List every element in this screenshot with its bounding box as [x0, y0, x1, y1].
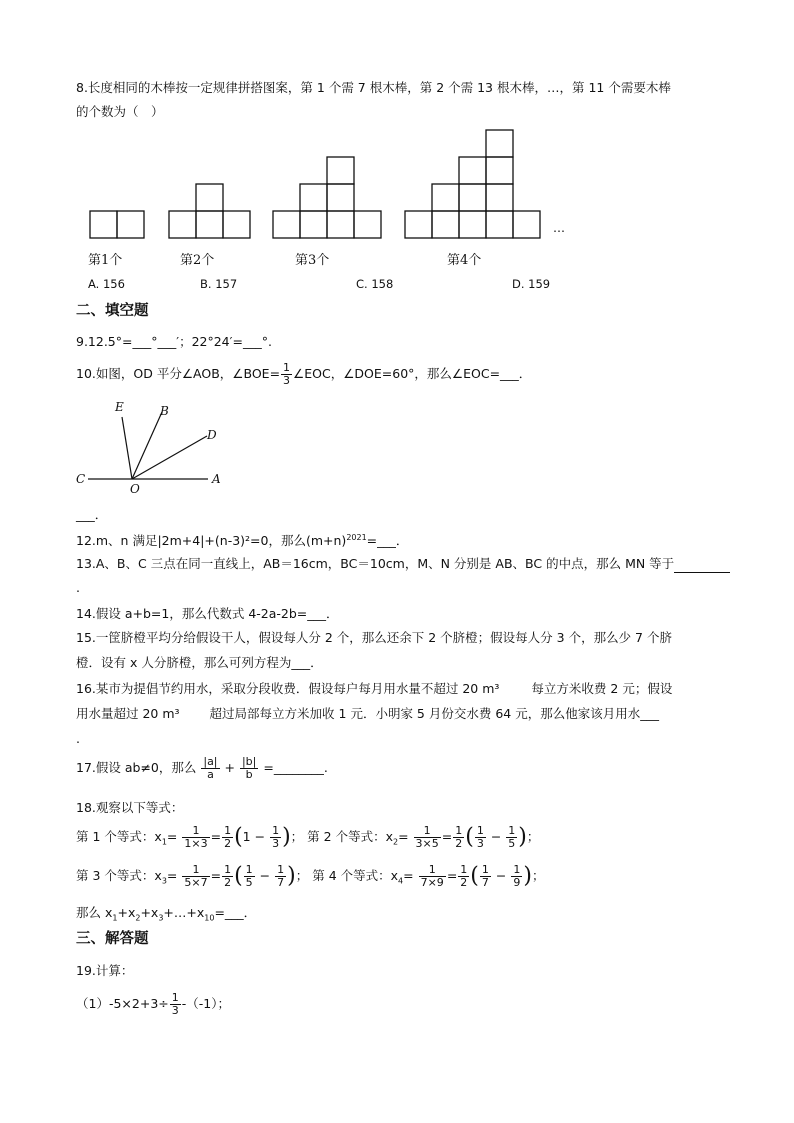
q8-caption-4: 第4个: [447, 253, 482, 268]
fig4-square: [486, 157, 513, 184]
q16-line2: 用水量超过 20 m³ 超过局部每立方米加收 1 元．小明家 5 月份交水费 64 元，那么他家该月用水___: [76, 706, 659, 721]
q16-line3: .: [76, 731, 80, 746]
fig4-square: [486, 184, 513, 211]
label-a: A: [212, 472, 221, 486]
label-d: D: [207, 428, 217, 442]
label-c: C: [76, 472, 86, 486]
q8-option-d: D. 159: [512, 277, 551, 291]
fig4-square: [486, 130, 513, 157]
label-b: B: [160, 404, 169, 418]
q8-caption-3: 第3个: [295, 253, 330, 268]
q18-intro: 18.观察以下等式：: [76, 800, 184, 815]
q15-line1: 15.一筐脐橙平均分给假设干人，假设每人分 2 个，那么还余下 2 个脐橙；假设每人分 3 个，那么少 7 个脐: [76, 630, 672, 645]
label-e: E: [115, 400, 124, 414]
q12: 12.m、n 满足|2m+4|+(n-3)²=0，那么$(m+n)^{2021}=\_\_\_$．: [76, 533, 409, 549]
fig4-square: [459, 211, 486, 238]
q15-line2: 橙．设有 x 人分脐橙，那么可列方程为___．: [76, 655, 323, 670]
q13-line1: 13.A、B、C 三点在同一直线上，AB＝16cm，BC＝10cm，M、N 分别是 AB、BC 的中点，那么 MN 等于: [76, 556, 730, 573]
q8-option-a: A. 156: [88, 277, 125, 291]
fig4-square: [432, 211, 459, 238]
fig3-square: [327, 211, 354, 238]
q10-angle-diagram: [70, 395, 240, 500]
fig4-square: [486, 211, 513, 238]
q17: 17.假设 ab≠0，那么 $\frac{|a|}{a}$ + $\frac{|b|}{b}$ =________.: [76, 755, 328, 781]
q19-intro: 19.计算：: [76, 963, 134, 978]
q8-option-c: C. 158: [356, 277, 394, 291]
section-solve-heading: 三、解答题: [76, 931, 149, 947]
q16-line1: 16.某市为提倡节约用水，采取分段收费．假设每户每月用水量不超过 20 m³ 每立方米收费 2 元；假设: [76, 681, 673, 696]
q18-row1: 第 1 个等式：$x_1=$ $\frac{1}{1\times 3}$ = $\frac{1}{2}$ (1 − $\frac{1}{3}$ )； 第 2 个等式：$x_2=$ $\frac{1}{3\times 5}$ = $\frac{1}{2}$ ( $\frac{1}{3}$ − $\frac{1}{5}$ )；: [76, 824, 540, 850]
fig3-square: [327, 157, 354, 184]
fig1-square: [117, 211, 144, 238]
label-o: O: [130, 482, 140, 496]
q18-row2: 第 3 个等式：$x_3=$ $\frac{1}{5\times 7}$ = $\frac{1}{2}$ ( $\frac{1}{5}$ − $\frac{1}{7}$ )； 第 4 个等式：$x_4=$ $\frac{1}{7\times 9}$ = $\frac{1}{2}$ ( $\frac{1}{7}$ − $\frac{1}{9}$ )；: [76, 863, 545, 889]
fig4-square: [432, 184, 459, 211]
q18-sum: 那么 $x_1+x_2+x_3+\dots+x_{10}=\_\_\_$．: [76, 905, 257, 923]
q8-caption-1: 第1个: [88, 253, 123, 268]
q8-line1: 8.长度相同的木棒按一定规律拼搭图案，第 1 个需 7 根木棒，第 2 个需 13 根木棒，…，第 11 个需要木棒: [76, 80, 671, 95]
fig2-square: [169, 211, 196, 238]
fig3-square: [327, 184, 354, 211]
fig2-square: [196, 211, 223, 238]
q10-fraction: $\frac{1}{3}$: [283, 361, 291, 387]
q19-part1: （1）-5×2+3÷ $\frac{1}{3}$ -（-1）；: [76, 991, 230, 1017]
fig4-square: [459, 157, 486, 184]
section-fill-in-heading: 二、填空题: [76, 303, 149, 319]
q8-option-b: B. 157: [200, 277, 238, 291]
q9: 9.12.5°=___°___′；22°24′=___°.: [76, 334, 272, 349]
fig4-square: [405, 211, 432, 238]
fig1-square: [90, 211, 117, 238]
fig3-square: [300, 211, 327, 238]
fig3-square: [354, 211, 381, 238]
fig4-square: [513, 211, 540, 238]
fig3-square: [300, 184, 327, 211]
fig2-square: [223, 211, 250, 238]
q14: 14.假设 a+b=1，那么代数式 4-2a-2b=___．: [76, 606, 339, 621]
q10-tail: ___．: [76, 507, 108, 522]
q8-ellipsis: …: [553, 221, 565, 235]
fig3-square: [273, 211, 300, 238]
q10-text: 10.如图，OD 平分∠AOB，∠BOE= $\frac{1}{3}$ ∠EOC，∠DOE=60°，那么∠EOC=___．: [76, 361, 532, 387]
q13-line2: .: [76, 580, 80, 595]
q8-line2: 的个数为（ ）: [76, 104, 164, 119]
fig4-square: [459, 184, 486, 211]
fig2-square: [196, 184, 223, 211]
q8-caption-2: 第2个: [180, 253, 215, 268]
